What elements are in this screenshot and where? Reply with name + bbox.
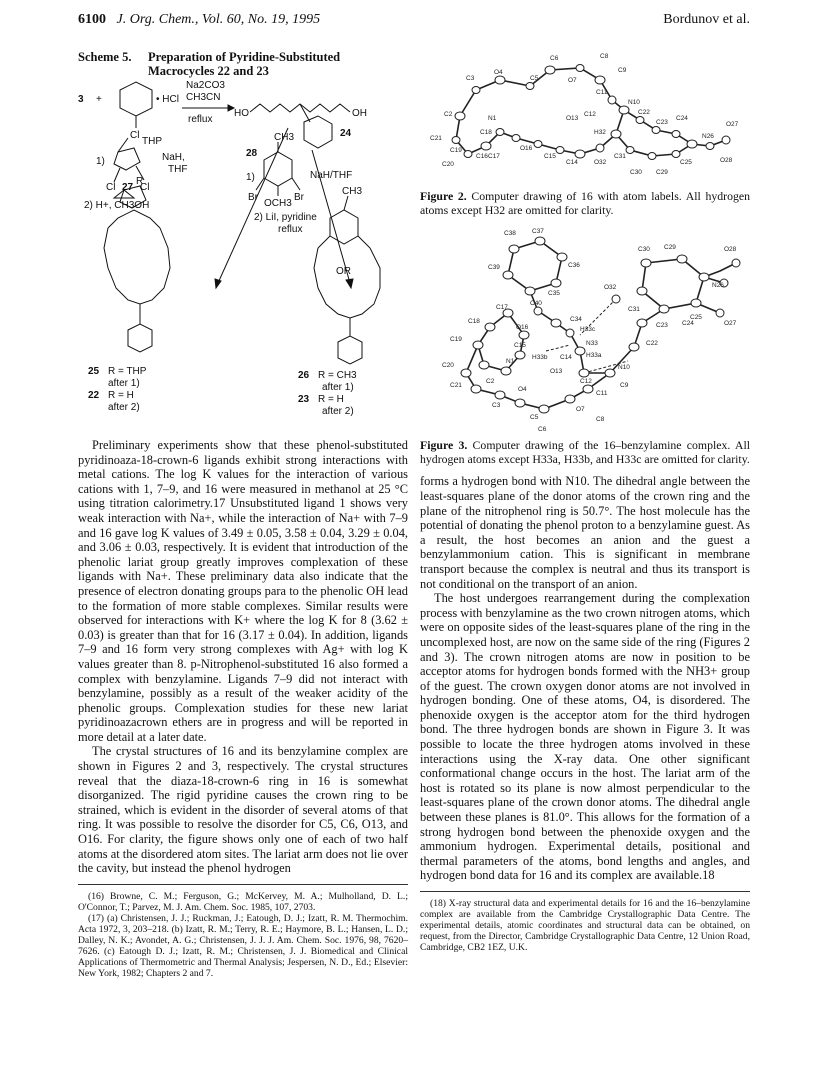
fig2-atom-c15: C15	[544, 153, 556, 160]
scheme-nah-thf: NaH/THF	[310, 170, 353, 181]
scheme-reflux: reflux	[188, 114, 213, 125]
product-25-after: after 1)	[108, 378, 140, 389]
scheme-label: Scheme 5.	[78, 50, 132, 64]
fig3-atom-c17: C17	[496, 304, 508, 312]
scheme-oh: OH	[352, 108, 367, 119]
right-paragraph-2: The host undergoes rearrangement during the complexation process with benzylamine as the two crown nitrogen atoms, which were on opposite sides of the least-squares plane of the ring in the uncomplexed host, are now on the same side of the ring (Figures 2 and 3). The crown nitrogen atoms are now in position to be acceptor atoms for hydrogen bonds formed with the NH3+ group of the guest. The crown oxygen donor atoms are not involved in hydrogen bonding. One of these atoms, O4, is disordered. The phenoxide oxygen is the acceptor atom for the third hydrogen bond. The three hydrogen bonds are shown in Figure 3. It was possible to locate the three hydrogen atoms involved in these interactions using the X-ray data. One other significant conformational change occurs in the host. The lariat arm of the host is rotated so its plane is now almost perpendicular to the least-squares plane of the crown donor atoms. The dihedral angle between these planes is 81.0°. This allows for the formation of a strong hydrogen bond between the phenoxide oxygen and the ammonium hydrogen. Experimental details, positional and thermal parameters of the atoms, bond lengths and angles, and hydrogen bond data for 16 and its complex are available.18	[420, 591, 750, 883]
fig3-atom-o4: O4	[518, 386, 527, 394]
fig2-atom-c22: C22	[638, 109, 650, 116]
figure-2-caption	[420, 190, 750, 217]
fig2-atom-h32: H32	[594, 129, 606, 136]
journal-name: J. Org. Chem.,	[116, 12, 199, 27]
fig3-atom-o16: O16	[516, 324, 529, 332]
figure-3-drawing	[420, 223, 750, 435]
fig2-atom-c31: C31	[614, 153, 626, 160]
fig2-atom-c9: C9	[618, 67, 627, 74]
running-header	[78, 12, 750, 32]
fig2-atom-n1: N1	[488, 115, 497, 122]
scheme-r: R	[136, 176, 144, 187]
scheme-ch3cn: CH3CN	[186, 92, 221, 103]
product-22: 22	[88, 390, 100, 401]
product-26-r: R = CH3	[318, 370, 357, 381]
scheme-ho: HO	[234, 108, 249, 119]
scheme-plus: +	[96, 94, 102, 105]
fig2-atom-c25: C25	[680, 159, 692, 166]
footnote-16: (16) Browne, C. M.; Ferguson, G.; McKervey, M. A.; Mulholland, D. L.; O'Connor, T.; Parvez, M. J. Am. Chem. Soc. 1985, 107, 2703.	[78, 890, 408, 913]
scheme-5-diagram	[78, 78, 408, 438]
fig3-atom-n10: N10	[618, 364, 630, 372]
scheme-title	[78, 50, 408, 78]
fig2-atom-o27: O27	[726, 121, 739, 128]
fig2-atom-c16: C16	[476, 153, 488, 160]
left-paragraph-2: The crystal structures of 16 and its benzylamine complex are shown in Figures 2 and 3, respectively. The crystal structures reveal that the diaza-18-crown-6 ring in 16 is somewhat disorganized. The rigid pyridine causes the crown ring to be strained, which is evident in the disorder of several atoms of that ring. It was possible to resolve the disorder for C5, C6, O13, and O16. For clarity, the figure shows only one of each of two half atoms at the disordered atom sites. The lariat arm does not lie over the cavity, but instead the phenol hydrogen	[78, 744, 408, 876]
scheme-och3: OCH3	[264, 198, 292, 209]
fig3-atom-h33a: H33a	[586, 352, 602, 360]
product-26-after: after 1)	[322, 382, 354, 393]
fig2-atom-c6: C6	[550, 55, 559, 62]
footnote-18: (18) X-ray structural data and experimental details for 16 and the 16–benzylamine complex are available from the Cambridge Crystallographic Data Centre. The experimental details, atomic coordinates and structural data can be obtained, on request, from the Director, Cambridge Crystallographic Data Centre, 12 Union Road, Cambridge, CB2 1EZ, U.K.	[420, 898, 750, 953]
scheme-ch3b: CH3	[342, 186, 363, 197]
header-authors: Bordunov et al.	[663, 12, 750, 27]
scheme-hcl: • HCl	[156, 94, 179, 105]
fig3-atom-c21: C21	[450, 382, 462, 390]
product-26: 26	[298, 370, 310, 381]
fig3-atom-o28: O28	[724, 246, 737, 254]
figure-2-label: Figure 2.	[420, 189, 467, 203]
scheme-reflux2: reflux	[278, 224, 303, 235]
fig3-atom-c12: C12	[580, 378, 592, 386]
fig2-atom-o7: O7	[568, 77, 577, 84]
product-23: 23	[298, 394, 310, 405]
fig2-atom-n10: N10	[628, 99, 640, 106]
figure-3-label: Figure 3.	[420, 438, 468, 453]
product-22-r: R = H	[108, 390, 134, 401]
footnote-17: (17) (a) Christensen, J. J.; Ruckman, J.; Eatough, D. J.; Izatt, R. M. Thermochim. Acta 1972, 3, 203–218. (b) Izatt, R. M.; Terry, R. E.; Haymore, B. L.; Hansen, L. D.; Dalley, N. K.; Avondet, A. G.; Christensen, J. J. J. Am. Chem. Soc. 1976, 98, 7620–7626. (c) Eatough D. J.; Izatt, R. M.; Christensen, J. J. Biomedical and Clinical Applications of Thermometric and Thermal Analysis; Jespersen, N. D., Ed.; Elsevier: New York, 1982; Chapters 2 and 7.	[78, 912, 408, 979]
fig3-atom-c6: C6	[538, 426, 547, 434]
fig3-atom-c37: C37	[532, 228, 544, 236]
product-25: 25	[88, 366, 100, 377]
scheme-cl27a: Cl	[106, 182, 116, 193]
fig3-atom-c15: C15	[514, 342, 526, 350]
scheme-num24: 24	[340, 128, 352, 139]
fig3-atom-n1: N1	[506, 358, 515, 366]
fig2-atom-o28: O28	[720, 157, 733, 164]
fig3-atom-c31: C31	[628, 306, 640, 314]
fig3-atom-h33c: H33c	[580, 326, 596, 334]
fig3-atom-c38: C38	[504, 230, 516, 238]
fig3-atom-c23: C23	[656, 322, 668, 330]
fig3-atom-c18: C18	[468, 318, 480, 326]
fig2-atom-c30: C30	[630, 169, 642, 176]
fig3-atom-c29: C29	[664, 244, 676, 252]
fig3-atom-c5: C5	[530, 414, 539, 422]
fig3-atom-c34: C34	[570, 316, 582, 324]
figure-2-drawing	[420, 50, 750, 190]
fig3-atom-c11: C11	[596, 390, 608, 398]
scheme-step1: 1)	[96, 156, 105, 167]
scheme-or: OR	[336, 266, 351, 277]
fig3-atom-c36: C36	[568, 262, 580, 270]
scheme-nah: NaH,	[162, 152, 185, 163]
product-23-after: after 2)	[322, 406, 354, 417]
scheme-br2: Br	[294, 192, 304, 203]
fig3-atom-c25: C25	[690, 314, 702, 322]
fig2-atom-o32: O32	[594, 159, 607, 166]
scheme-step1b: 1)	[246, 172, 255, 183]
scheme-step2: 2) H+, CH3OH	[84, 200, 150, 211]
fig3-atom-c39: C39	[488, 264, 500, 272]
fig2-atom-c20: C20	[442, 161, 454, 168]
scheme-num28: 28	[246, 148, 258, 159]
fig2-atom-c2: C2	[444, 111, 453, 118]
fig2-atom-c17: C17	[488, 153, 500, 160]
fig2-atom-c19: C19	[450, 147, 462, 154]
scheme-thp: THP	[142, 136, 162, 147]
fig3-atom-c30: C30	[638, 246, 650, 254]
fig3-atom-o13: O13	[550, 368, 563, 376]
fig3-atom-o32: O32	[604, 284, 617, 292]
fig2-atom-o16: O16	[520, 145, 533, 152]
fig2-atom-o13: O13	[566, 115, 579, 122]
scheme-ch3: CH3	[274, 132, 295, 143]
fig3-atom-c40: C40	[530, 300, 542, 308]
journal-volume: Vol. 60, No. 19, 1995	[201, 12, 321, 27]
fig3-atom-c2: C2	[486, 378, 495, 386]
scheme-na2co3: Na2CO3	[186, 80, 225, 91]
fig3-atom-c14: C14	[560, 354, 572, 362]
left-column	[78, 50, 408, 979]
fig3-atom-c19: C19	[450, 336, 462, 344]
fig2-atom-c8: C8	[600, 53, 609, 60]
scheme-cl27b: Cl	[140, 182, 150, 193]
fig3-atom-c24: C24	[682, 320, 694, 328]
fig2-atom-c21: C21	[430, 135, 442, 142]
fig2-atom-c3: C3	[466, 75, 475, 82]
fig2-atom-c23: C23	[656, 119, 668, 126]
fig2-atom-n26: N26	[702, 133, 714, 140]
figure-3-caption	[420, 439, 750, 466]
scheme-num27: 27	[122, 182, 134, 193]
scheme-cl: Cl	[130, 130, 140, 141]
fig3-atom-n26: N26	[712, 282, 724, 290]
footnote-divider	[78, 884, 408, 885]
fig3-atom-n33: N33	[586, 340, 598, 348]
fig2-atom-c14: C14	[566, 159, 578, 166]
fig2-atom-c29: C29	[656, 169, 668, 176]
scheme-br: Br	[248, 192, 258, 203]
left-paragraph-1: Preliminary experiments show that these phenol-substituted pyridinoaza-18-crown-6 ligands exhibit strong interactions with metal cations. The log K values for the interaction of various cations with 1, 7–9, and 16 were measured in methanol at 25 °C using titration calorimetry.17 Unsubstituted ligand 1 shows very weak interaction with Na+, while the interaction of Na+ with 7–9 and 16 gave log K values of 3.49 ± 0.05, 3.58 ± 0.04, 3.29 ± 0.04, and 3.06 ± 0.03, respectively. It is evident that introduction of the phenolic lariat group greatly improves complexation of these ligands with Na+. These preliminary data also indicate that the presence of electron donating groups para to the phenolic OH lead to the formation of more stable complexes. Similar results were observed for interactions with K+ where the log K for 8 (3.62 ± 0.03) is greater than that for 16 (3.17 ± 0.04). In addition, ligands 7–9 and 16 form very strong complexes with Ag+ with log K values greater than 8. p-Nitrophenol-substituted 16 also formed a complex with benzylamine. Ligands 7–9 did not interact with benzylamine, possibly as a result of the weaker acidity of the phenolic groups. Complexation studies for these new lariat pyridinoazacrown ethers are in progress and will be reported in more detail at a later date.	[78, 438, 408, 744]
fig3-atom-c9: C9	[620, 382, 629, 390]
fig3-atom-c3: C3	[492, 402, 501, 410]
fig2-atom-c5: C5	[530, 75, 539, 82]
footnote-divider-right	[420, 891, 750, 892]
fig2-atom-c11: C11	[596, 89, 608, 96]
fig3-atom-c8: C8	[596, 416, 605, 424]
right-paragraph-1: forms a hydrogen bond with N10. The dihedral angle between the least-squares plane of the donor atoms of the crown ring and the plane of the nitrophenol ring is 50.7°. The host molecule has the potential of donating the phenol proton to a benzylamine guest. As a result, the host becomes an anion and the guest a benzylammonium cation. This is significant in membrane transport because the complex is neutral and thus its transport is not conditional on the transport of an anion.	[420, 474, 751, 591]
product-25-r: R = THP	[108, 366, 147, 377]
page-number: 6100	[78, 12, 106, 27]
fig2-atom-c24: C24	[676, 115, 688, 122]
scheme-title-line1: Preparation of Pyridine-Substituted	[148, 50, 341, 64]
right-column	[420, 50, 750, 953]
product-23-r: R = H	[318, 394, 344, 405]
scheme-lil: 2) LiI, pyridine	[254, 212, 317, 223]
figure-3-caption-text: Computer drawing of the 16–benzylamine complex. All hydrogen atoms except H33a, H33b, and H33c are omitted for clarity.	[420, 438, 751, 466]
fig2-atom-c12: C12	[584, 111, 596, 118]
scheme-thf: THF	[168, 164, 188, 175]
product-22-after: after 2)	[108, 402, 140, 413]
figure-3-atoms	[461, 237, 740, 413]
fig3-atom-o27: O27	[724, 320, 737, 328]
fig3-atom-o7: O7	[576, 406, 585, 414]
fig3-atom-c20: C20	[442, 362, 454, 370]
header-left	[78, 12, 320, 32]
fig3-atom-c22: C22	[646, 340, 658, 348]
figure-2-caption-text: Computer drawing of 16 with atom labels. All hydrogen atoms except H32 are omitted for clarity.	[420, 189, 751, 217]
fig3-atom-h33b: H33b	[532, 354, 548, 362]
fig3-atom-c35: C35	[548, 290, 560, 298]
fig2-atom-o4: O4	[494, 69, 503, 76]
scheme-title-line2: Macrocycles 22 and 23	[148, 64, 269, 78]
fig2-atom-c18: C18	[480, 129, 492, 136]
scheme-start-label: 3	[78, 94, 84, 105]
